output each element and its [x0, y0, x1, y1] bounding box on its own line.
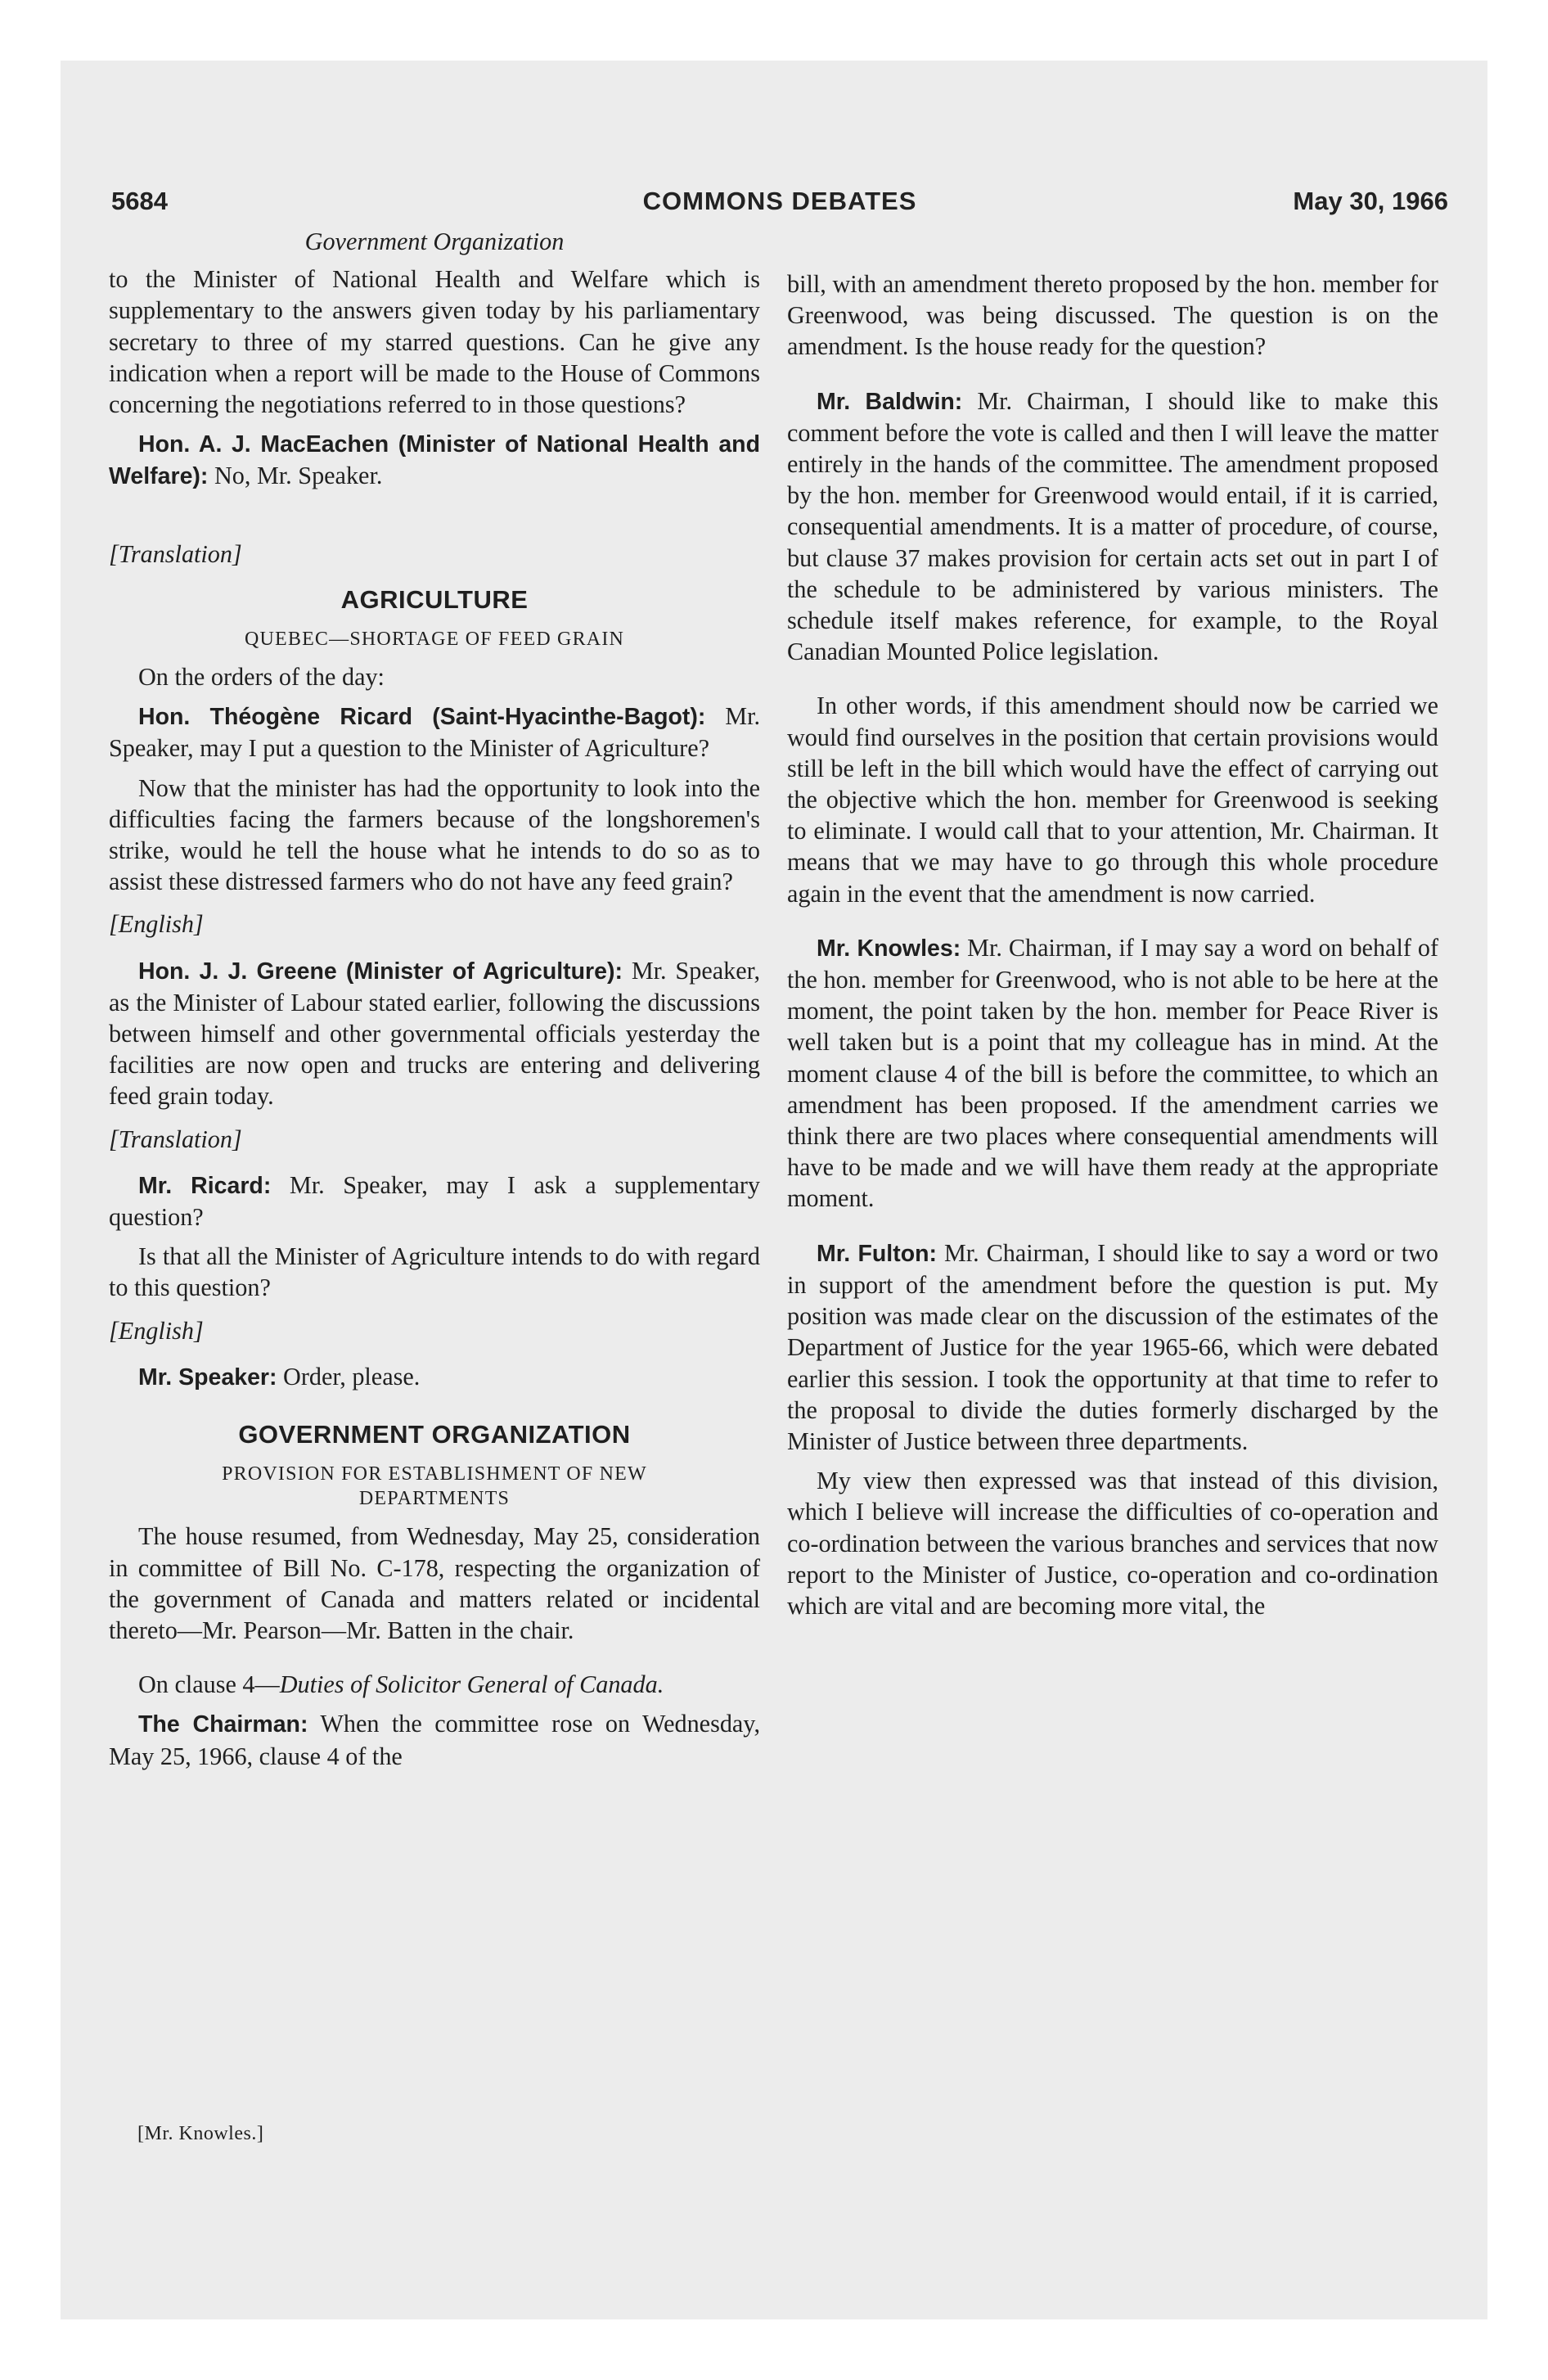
section-subheading: QUEBEC—SHORTAGE OF FEED GRAIN [244, 629, 625, 651]
paragraph: Now that the minister has had the opportunity to look into the difficulties facing the farmers because of the longshoremen's strike, would he tell the house what he intends to do so as to assist these distressed farmers who do not have any feed grain? [109, 773, 760, 896]
speaker-name: Hon. J. J. Greene (Minister of Agriculture): [138, 958, 623, 985]
speech-text: When the committee rose on Wednesday, May 25, 1966, clause 4 of the [109, 1710, 760, 1770]
speech-paragraph [109, 1170, 760, 1233]
right-column [787, 268, 1438, 1629]
speech-paragraph [109, 428, 760, 492]
speaker-reference: [Mr. Knowles.] [137, 2123, 264, 2144]
language-tag: [English] [109, 910, 204, 939]
paragraph: My view then expressed was that instead of this division, which I believe will increase the difficulties of co-operation and co-ordination between the various branches and services that now report to the Minister of Justice, co-operation and co-ordination which are vital and are becoming more vital, the [787, 1467, 1438, 1620]
speech-text: Mr. Speaker, may I put a question to the Minister of Agriculture? [109, 702, 761, 763]
speech-paragraph [787, 1237, 1438, 1457]
speech-paragraph [109, 1708, 760, 1771]
speaker-name: Hon. Théogène Ricard (Saint-Hyacinthe-Bagot): [138, 704, 706, 731]
speech-paragraph [109, 701, 760, 764]
paragraph: Is that all the Minister of Agriculture intends to do with regard to this question? [109, 1242, 760, 1302]
speaker-name: Mr. Speaker: [138, 1364, 277, 1391]
speech-paragraph [787, 385, 1438, 668]
speaker-name: Hon. A. J. MacEachen (Minister of National Health and Welfare): [109, 431, 760, 490]
speech-paragraph [787, 932, 1438, 1215]
paragraph: bill, with an amendment thereto proposed by the hon. member for Greenwood, was being discussed. The question is on the amendment. Is the house ready for the question? [787, 270, 1438, 361]
paragraph: In other words, if this amendment should now be carried we would find ourselves in the position that certain provisions would still be left in the bill which would have the effect of carrying out the objective which the hon. member for Greenwood is seeking to eliminate. I would call that to your attention, Mr. Chairman. It means that we may have to go through this whole procedure again in the event that the amendment is now carried. [787, 692, 1438, 908]
page-number: 5684 [111, 187, 168, 215]
speech-paragraph [109, 1361, 760, 1393]
speaker-name: Mr. Baldwin: [817, 388, 963, 415]
paragraph: to the Minister of National Health and Welfare which is supplementary to the answers given today by his parliamentary secretary to three of my starred questions. Can he give any indication when a report will be made to the House of Commons concerning the negotiations referred to in those questions? [109, 265, 760, 419]
language-tag: [English] [109, 1316, 204, 1345]
speech-text: No, Mr. Speaker. [208, 462, 383, 490]
speaker-name: Mr. Fulton: [817, 1240, 938, 1267]
language-tag: [Translation] [109, 539, 242, 568]
section-subheading: PROVISION FOR ESTABLISHMENT OF NEW DEPARTMENTS [222, 1463, 647, 1510]
speech-text: Mr. Speaker, as the Minister of Labour stated earlier, following the discussions between himself and other governmental officials yesterday the facilities are now open and trucks are entering and delivering feed grain today. [109, 956, 760, 1111]
speech-text: Mr. Speaker, may I ask a supplementary question? [109, 1170, 760, 1232]
publication-title: COMMONS DEBATES [642, 187, 917, 215]
speech-text: Mr. Chairman, I should like to say a word or two in support of the amendment before the question is put. My position was made clear on the discussion of the estimates of the Department of Justice for the year 1965-66, which were debated earlier this session. I took the opportunity at that time to refer to the proposal to divide the duties formerly discharged by the Minister of Justice between three departments. [787, 1238, 1438, 1455]
speaker-name: Mr. Knowles: [817, 935, 961, 962]
speech-text: Mr. Chairman, I should like to make this comment before the vote is called and then I will leave the matter entirely in the hands of the committee. The amendment proposed by the hon. member for Greenwood would entail, if it is carried, consequential amendments. It is a matter of procedure, of course, but clause 37 makes provision for certain acts set out in part I of the schedule to be administered by various ministers. The schedule itself makes reference, for example, to the Royal Canadian Mounted Police legislation. [787, 386, 1438, 666]
speech-paragraph [109, 955, 760, 1112]
speaker-name: The Chairman: [138, 1711, 308, 1738]
clause-prefix: On clause 4— [138, 1670, 280, 1699]
paragraph: The house resumed, from Wednesday, May 25, consideration in committee of Bill No. C-178, respecting the organization of the government of Canada and matters related or incidental thereto—Mr. Pearson—Mr. Batten in the chair. [109, 1522, 760, 1644]
paragraph: On the orders of the day: [138, 663, 385, 692]
speech-text: Mr. Chairman, if I may say a word on behalf of the hon. member for Greenwood, who is not able to be here at the moment, the point taken by the hon. member for Peace River is well taken but is a point that my colleague has in mind. At the moment clause 4 of the bill is before the committee, to which an amendment has been proposed. If the amendment carries we think there are two places where consequential amendments will have to be made and we will have them ready at the appropriate moment. [787, 933, 1438, 1213]
speaker-name: Mr. Ricard: [138, 1172, 272, 1199]
section-heading: GOVERNMENT ORGANIZATION [238, 1420, 631, 1449]
left-column [109, 226, 760, 1780]
language-tag: [Translation] [109, 1125, 242, 1153]
section-heading: AGRICULTURE [340, 584, 529, 614]
paragraph [109, 1669, 760, 1700]
running-subject: Government Organization [304, 228, 565, 255]
speech-text: Order, please. [277, 1362, 421, 1391]
issue-date: May 30, 1966 [1293, 187, 1448, 215]
clause-title: Duties of Solicitor General of Canada. [279, 1670, 664, 1699]
